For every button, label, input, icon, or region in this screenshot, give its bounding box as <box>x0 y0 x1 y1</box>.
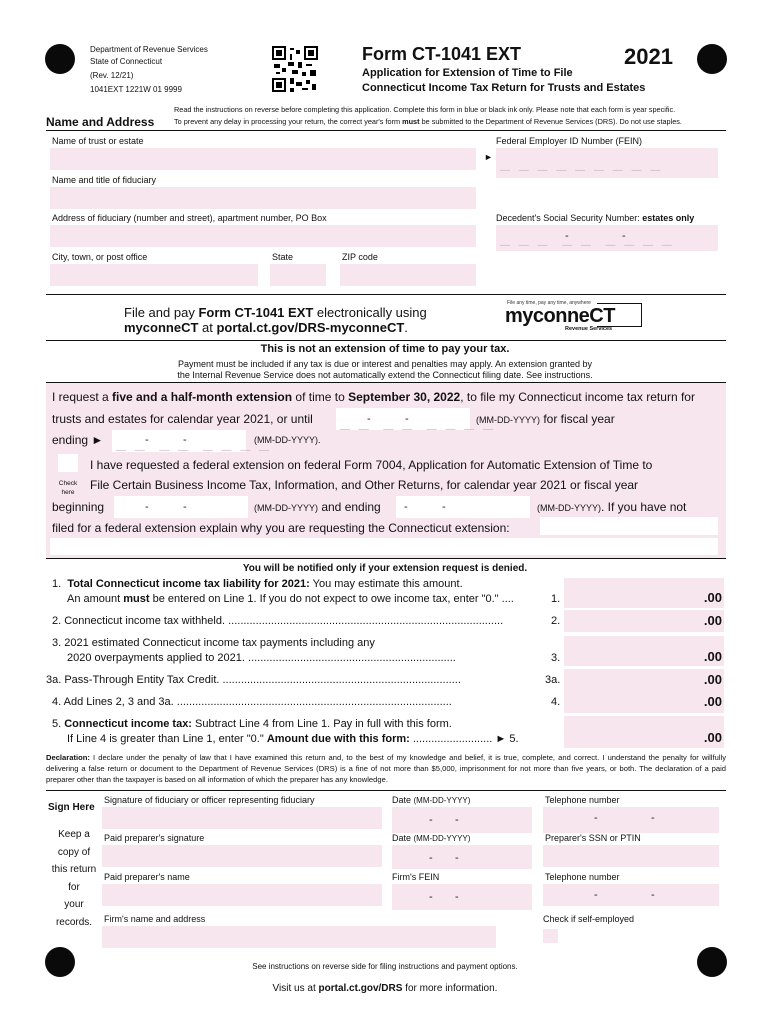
ssn-separator: - <box>622 230 626 242</box>
request-line-2: trusts and estates for calendar year 2021, or until <box>52 412 313 426</box>
payment-notice-1: Payment must be included if any tax is due or interest and penalties may apply. An extension granted by <box>177 359 593 369</box>
revision: (Rev. 12/21) <box>90 71 134 80</box>
qr-code-icon <box>272 46 318 92</box>
form-code: 1041EXT 1221W 01 9999 <box>90 85 182 94</box>
phone-separator: - <box>651 889 655 901</box>
preparer-date-label: Date (MM-DD-YYYY) <box>392 833 471 843</box>
request-line-1: I request a five and a half-month extension of time to September 30, 2022, to file my Connecticut income tax return for <box>52 390 695 404</box>
date-separator: - <box>183 501 187 513</box>
signature-label: Signature of fiduciary or officer representing fiduciary <box>104 795 315 805</box>
zip-label: ZIP code <box>342 252 378 262</box>
federal-line-2: File Certain Business Income Tax, Information, and Other Returns, for calendar year 2021 or fiscal year <box>90 478 639 492</box>
preparer-phone-label: Telephone number <box>545 872 620 882</box>
ssn-label: Decedent's Social Security Number: estates only <box>496 213 695 223</box>
preparer-name-label: Paid preparer's name <box>104 872 190 882</box>
sign-here-heading: Sign Here <box>48 802 95 813</box>
explanation-field-1[interactable] <box>540 517 718 535</box>
agency-name: Department of Revenue Services <box>90 45 208 54</box>
payment-notice-2: the Internal Revenue Service does not automatically extend the Connecticut filing date. See instructions. <box>177 370 593 380</box>
form-subtitle-1: Application for Extension of Time to File <box>362 67 573 79</box>
telephone-field[interactable] <box>543 807 719 833</box>
state-name: State of Connecticut <box>90 57 163 66</box>
preparer-phone-field[interactable] <box>543 884 719 906</box>
explanation-field-2[interactable] <box>50 538 718 555</box>
state-field[interactable] <box>270 264 326 286</box>
tax-year: 2021 <box>624 44 673 69</box>
fiscal-year-text: (MM-DD-YYYY) for fiscal year <box>476 412 615 426</box>
zip-field[interactable] <box>340 264 476 286</box>
date-separator: - <box>145 501 149 513</box>
firm-fein-field[interactable] <box>392 884 532 910</box>
line-3a-title: 3a. Pass-Through Entity Tax Credit. .............................................................................. <box>46 674 461 686</box>
logo-subtitle: Revenue Services <box>565 326 613 332</box>
ssn-separator: - <box>565 230 569 242</box>
line-4-cents: .00 <box>703 694 722 709</box>
address-label: Address of fiduciary (number and street), apartment number, PO Box <box>52 213 327 223</box>
beginning-date-field[interactable] <box>114 496 248 518</box>
fein-separator: - <box>429 891 433 903</box>
line-1-title: 1. Total Connecticut income tax liability for 2021: You may estimate this amount. <box>52 578 463 590</box>
beginning-label: beginning <box>52 500 105 514</box>
ssn-digit-guides: — — — — — — — — — <box>500 240 675 251</box>
section-divider <box>46 382 726 383</box>
footer-visit: Visit us at portal.ct.gov/DRS for more information. <box>272 983 498 994</box>
date-separator: - <box>455 852 459 864</box>
date-separator: - <box>455 814 459 826</box>
phone-separator: - <box>651 812 655 824</box>
firm-name-field[interactable] <box>102 926 496 948</box>
preparer-ssn-field[interactable] <box>543 845 719 867</box>
city-field[interactable] <box>50 264 258 286</box>
footer-instructions: See instructions on reverse side for filing instructions and payment options. <box>252 962 518 971</box>
efile-line-2: myconneCT at portal.ct.gov/DRS-myconneCT. <box>124 320 408 335</box>
preparer-signature-field[interactable] <box>102 845 382 867</box>
instructions-line-2: To prevent any delay in processing your return, the correct year's form must be submitted to the Department of Revenue Services (DRS). Do not use staples. <box>174 117 682 126</box>
line-1-desc: An amount must be entered on Line 1. If you do not expect to owe income tax, enter "0." .... <box>67 593 514 605</box>
keep-copy-note: Keep a copy of this return for your records. <box>51 829 97 928</box>
section-divider <box>46 340 726 341</box>
line-2-ref: 2. <box>551 615 561 627</box>
federal-line-1: I have requested a federal extension on federal Form 7004, Application for Automatic Extension of Time to <box>90 458 653 472</box>
date-digit-guides: — — — — — — — — <box>116 445 273 456</box>
logo-tagline: File any time, pay any time, anywhere <box>507 300 591 306</box>
federal-extension-checkbox[interactable] <box>58 454 78 472</box>
date-separator: - <box>405 413 409 425</box>
signature-field[interactable] <box>102 807 382 829</box>
section-divider <box>46 558 726 559</box>
firm-name-label: Firm's name and address <box>104 914 206 924</box>
name-address-heading: Name and Address <box>46 115 155 129</box>
ending-fiscal-date-field[interactable] <box>396 496 530 518</box>
state-label: State <box>272 252 294 262</box>
section-divider <box>46 790 726 791</box>
date-digit-guides: — — — — — — — — <box>340 424 497 435</box>
city-label: City, town, or post office <box>52 252 148 262</box>
fein-digit-guides: — — — — — — — — — <box>500 165 664 176</box>
date-separator: - <box>404 501 408 513</box>
and-ending-text: (MM-DD-YYYY) and ending <box>254 500 381 514</box>
fiduciary-field[interactable] <box>50 187 476 209</box>
preparer-date-field[interactable] <box>392 845 532 869</box>
phone-separator: - <box>594 889 598 901</box>
registration-dot-icon <box>45 44 75 74</box>
section-divider <box>46 130 726 131</box>
efile-line-1: File and pay Form CT-1041 EXT electronically using <box>124 305 427 320</box>
notified-heading: You will be notified only if your extension request is denied. <box>242 563 528 574</box>
registration-dot-icon <box>697 44 727 74</box>
line-3a-ref: 3a. <box>545 674 561 686</box>
line-3-desc: 2020 overpayments applied to 2021. .................................................................... <box>67 652 456 664</box>
date-separator: - <box>429 852 433 864</box>
address-field[interactable] <box>50 225 476 247</box>
myconnect-logo <box>505 300 645 334</box>
telephone-label: Telephone number <box>545 795 620 805</box>
date-separator: - <box>367 413 371 425</box>
line-3-cents: .00 <box>703 649 722 664</box>
line-1-ref: 1. <box>551 593 561 605</box>
trust-name-label: Name of trust or estate <box>52 136 144 146</box>
line-5-desc: If Line 4 is greater than Line 1, enter "0." Amount due with this form: .......................... ► 5. <box>67 733 519 745</box>
check-here-label: Check here <box>58 480 78 496</box>
line-5-title: 5. Connecticut income tax: Subtract Line 4 from Line 1. Pay in full with this form. <box>52 718 452 730</box>
line-4-ref: 4. <box>551 696 561 708</box>
line-3a-cents: .00 <box>703 672 722 687</box>
line-4-title: 4. Add Lines 2, 3 and 3a. .......................................................................................... <box>52 696 452 708</box>
date-separator: - <box>183 434 187 446</box>
signature-date-field[interactable] <box>392 807 532 833</box>
logo-wordmark: myconneCT <box>505 305 615 327</box>
line-3-ref: 3. <box>551 652 561 664</box>
date-separator: - <box>442 501 446 513</box>
fein-arrow-icon: ► <box>484 152 493 162</box>
not-filed-text: (MM-DD-YYYY). If you have not <box>537 500 687 514</box>
fein-separator: - <box>455 891 459 903</box>
preparer-ssn-label: Preparer's SSN or PTIN <box>545 833 641 843</box>
form-title: Form CT-1041 EXT <box>362 44 522 64</box>
date-separator: - <box>145 434 149 446</box>
trust-name-field[interactable] <box>50 148 476 170</box>
instructions-line-1: Read the instructions on reverse before completing this application. Complete this form in blue or black ink only. Please note that each form is year specific. <box>174 105 676 114</box>
explain-label: filed for a federal extension explain why you are requesting the Connecticut extension: <box>52 521 510 535</box>
fein-label: Federal Employer ID Number (FEIN) <box>496 136 643 146</box>
line-5-cents: .00 <box>703 730 722 745</box>
not-extension-to-pay: This is not an extension of time to pay your tax. <box>260 343 510 355</box>
preparer-name-field[interactable] <box>102 884 382 906</box>
preparer-signature-label: Paid preparer's signature <box>104 833 205 843</box>
self-employed-label: Check if self-employed <box>543 914 635 924</box>
section-divider <box>46 294 726 295</box>
self-employed-checkbox[interactable] <box>543 929 558 943</box>
line-2-title: 2. Connecticut income tax withheld. .......................................................................................... <box>52 615 504 627</box>
phone-separator: - <box>594 812 598 824</box>
declaration-text: Declaration: I declare under the penalty of law that I have examined this return and, to the best of my knowledge and belief, it is true, complete, and correct. I understand the penalty for willfully delivering a false return or document to the Department of Revenue Services (DRS) is a fine of not more than $5,000, imprisonment for not more than five years, or both. The declaration of a paid preparer other than the taxpayer is based on all information of which the preparer has any knowledge. <box>46 753 726 784</box>
form-subtitle-2: Connecticut Income Tax Return for Trusts and Estates <box>362 82 646 94</box>
ending-label: ending ► <box>52 433 104 447</box>
date-separator: - <box>429 814 433 826</box>
date-label: Date (MM-DD-YYYY) <box>392 795 471 805</box>
fiduciary-label: Name and title of fiduciary <box>52 175 157 185</box>
line-1-cents: .00 <box>703 590 722 605</box>
line-2-cents: .00 <box>703 613 722 628</box>
line-3-title: 3. 2021 estimated Connecticut income tax payments including any <box>52 637 375 649</box>
firm-fein-label: Firm's FEIN <box>392 872 440 882</box>
date-format-hint: (MM-DD-YYYY). <box>254 435 321 445</box>
